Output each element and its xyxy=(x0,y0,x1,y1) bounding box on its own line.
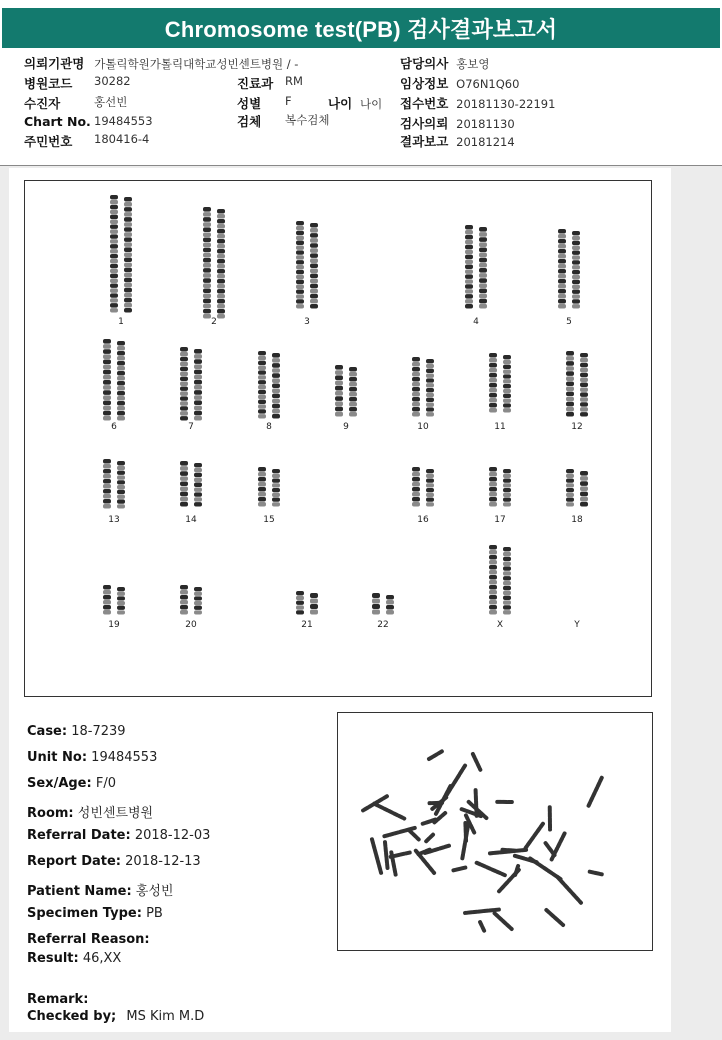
unit-line: Unit No: 19484553 xyxy=(27,750,158,765)
chromosome-label-13: 13 xyxy=(108,515,120,525)
hospital-code-label: 병원코드 xyxy=(24,76,73,91)
chromosome-pair-19 xyxy=(103,585,125,615)
chromosome-label-12: 12 xyxy=(571,422,583,432)
metaphase-chromosome xyxy=(391,853,410,857)
chromosome-pair-13 xyxy=(103,459,125,509)
doctor-row xyxy=(400,54,489,72)
metaphase-spread xyxy=(338,713,652,950)
metaphase-chromosome xyxy=(446,766,465,796)
clinical-label: 임상정보 xyxy=(400,76,449,91)
chromosome-label-1: 1 xyxy=(118,317,124,327)
chromosome-label-2: 2 xyxy=(211,317,217,327)
specimen-row xyxy=(237,112,330,130)
report-row xyxy=(400,132,515,150)
receipt-value: 20181130-22191 xyxy=(456,97,556,111)
referral-line: Referral Date: 2018-12-03 xyxy=(27,828,211,843)
chromosome-pair-22 xyxy=(372,593,394,615)
chart-value: 19484553 xyxy=(94,114,153,128)
chromosome-label-14: 14 xyxy=(185,515,197,525)
chromosome-pair-7 xyxy=(180,347,202,421)
chromosome-pair-14 xyxy=(180,461,202,507)
chromosome-pair-2 xyxy=(203,207,225,319)
patient-value: 홍선빈 xyxy=(94,95,128,109)
clinical-row xyxy=(400,74,519,92)
request-label: 검사의뢰 xyxy=(400,116,449,131)
report-content xyxy=(9,168,671,1032)
age-row xyxy=(328,94,382,112)
metaphase-chromosome xyxy=(495,913,512,929)
chromosome-pair-11 xyxy=(489,353,511,413)
sex-row xyxy=(237,94,292,112)
chromosome-pair-12 xyxy=(566,351,588,417)
checked-line: Checked by; MS Kim M.D xyxy=(27,1009,205,1024)
metaphase-chromosome xyxy=(477,863,505,875)
id-value: 180416-4 xyxy=(94,132,150,146)
chromosome-pair-16 xyxy=(412,467,434,507)
receipt-row xyxy=(400,94,555,112)
chromosome-pair-5 xyxy=(558,229,580,309)
chromosome-pair-3 xyxy=(296,221,318,309)
metaphase-chromosome xyxy=(428,751,442,759)
chromosome-label-17: 17 xyxy=(494,515,506,525)
chromosome-label-20: 20 xyxy=(185,620,197,630)
chromosome-pair-6 xyxy=(103,339,125,421)
chromosome-label-Y: Y xyxy=(574,620,580,630)
metaphase-image xyxy=(337,712,653,951)
specimen-type-line: Specimen Type: PB xyxy=(27,906,163,921)
chromosome-label-15: 15 xyxy=(263,515,275,525)
metaphase-chromosome xyxy=(589,778,602,806)
specimen-label: 검체 xyxy=(237,114,262,129)
institution-value: 가톨릭학원가톨릭대학교성빈센트병원 xyxy=(94,57,284,71)
dept-value: RM xyxy=(285,74,303,88)
metaphase-chromosome xyxy=(372,839,381,873)
clinical-value: O76N1Q60 xyxy=(456,77,520,91)
chromosome-label-11: 11 xyxy=(494,422,506,432)
chromosome-pair-17 xyxy=(489,467,511,507)
doctor-label: 담당의사 xyxy=(400,56,449,71)
chromosome-pair-9 xyxy=(335,365,357,417)
request-value: 20181130 xyxy=(456,117,515,131)
report-value: 20181214 xyxy=(456,135,515,149)
sex-value: F xyxy=(285,94,292,108)
chromosome-label-16: 16 xyxy=(417,515,429,525)
result-line: Result: 46,XX xyxy=(27,951,122,966)
metaphase-chromosome xyxy=(374,804,404,819)
specimen-value: 복수검체 xyxy=(285,113,330,127)
receipt-label: 접수번호 xyxy=(400,96,449,111)
chromosome-label-X: X xyxy=(496,620,504,630)
patient-info-panel xyxy=(0,48,722,166)
report-label: 결과보고 xyxy=(400,134,449,149)
chromosome-pair-18 xyxy=(566,469,588,507)
chromosome-label-22: 22 xyxy=(377,620,389,630)
metaphase-chromosome xyxy=(480,922,484,931)
chromosome-label-21: 21 xyxy=(301,620,313,630)
age-label: 나이 xyxy=(328,96,353,111)
remark-line: Remark: xyxy=(27,992,89,1007)
age-value: 나이 xyxy=(359,97,383,111)
metaphase-chromosome xyxy=(453,868,465,871)
request-row xyxy=(400,114,515,132)
hospital-code-row xyxy=(24,74,131,92)
room-line: Room: 성빈센트병원 xyxy=(27,806,154,821)
metaphase-chromosome xyxy=(526,824,543,848)
chromosome-pair-21 xyxy=(296,591,318,615)
karyogram xyxy=(25,181,651,696)
report-title: Chromosome test(PB) 검사결과보고서 xyxy=(2,8,720,48)
sexage-line: Sex/Age: F/0 xyxy=(27,776,116,791)
chromosome-label-4: 4 xyxy=(473,317,479,327)
report-date-line: Report Date: 2018-12-13 xyxy=(27,854,201,869)
sex-label: 성별 xyxy=(237,96,262,111)
chromosome-pair-8 xyxy=(258,351,280,419)
case-line: Case: 18-7239 xyxy=(27,724,126,739)
karyotype-image xyxy=(24,180,652,697)
doctor-value: 홍보영 xyxy=(456,57,490,71)
dept-label: 진료과 xyxy=(237,76,274,91)
chromosome-label-19: 19 xyxy=(108,620,120,630)
metaphase-chromosome xyxy=(409,830,419,839)
chromosome-label-18: 18 xyxy=(571,515,583,525)
chromosome-label-8: 8 xyxy=(266,422,272,432)
metaphase-chromosome xyxy=(557,877,581,903)
metaphase-chromosome xyxy=(385,842,388,868)
chart-row xyxy=(24,114,153,129)
patient-row xyxy=(24,94,128,112)
metaphase-chromosome xyxy=(426,835,433,842)
chromosome-pair-X xyxy=(489,545,511,615)
chromosome-pair-20 xyxy=(180,585,202,615)
metaphase-chromosome xyxy=(546,910,563,925)
patient-name-line: Patient Name: 홍성빈 xyxy=(27,884,174,899)
dept-row xyxy=(237,74,303,92)
metaphase-chromosome xyxy=(546,843,556,856)
metaphase-chromosome xyxy=(515,866,518,876)
chromosome-pair-4 xyxy=(465,225,487,309)
hospital-code-value: 30282 xyxy=(94,74,131,88)
chromosome-label-6: 6 xyxy=(111,422,117,432)
metaphase-chromosome xyxy=(590,872,602,875)
referral-reason-line: Referral Reason: xyxy=(27,932,150,947)
institution-row: 의뢰기관명 가톨릭학원가톨릭대학교성빈센트병원 / - xyxy=(24,56,299,71)
metaphase-chromosome xyxy=(476,790,477,816)
chromosome-label-7: 7 xyxy=(188,422,194,432)
chromosome-pair-10 xyxy=(412,357,434,417)
id-label: 주민번호 xyxy=(24,134,73,149)
chromosome-pair-15 xyxy=(258,467,280,507)
chromosome-label-5: 5 xyxy=(566,317,572,327)
institution-label: 의뢰기관명 xyxy=(24,56,85,71)
id-row xyxy=(24,132,150,150)
chromosome-pair-1 xyxy=(110,195,132,313)
chromosome-label-3: 3 xyxy=(304,317,310,327)
patient-label: 수진자 xyxy=(24,96,61,111)
metaphase-chromosome xyxy=(502,850,514,851)
chromosome-label-10: 10 xyxy=(417,422,429,432)
chromosome-label-9: 9 xyxy=(343,422,349,432)
metaphase-chromosome xyxy=(473,754,480,770)
chart-label: Chart No. xyxy=(24,114,91,129)
